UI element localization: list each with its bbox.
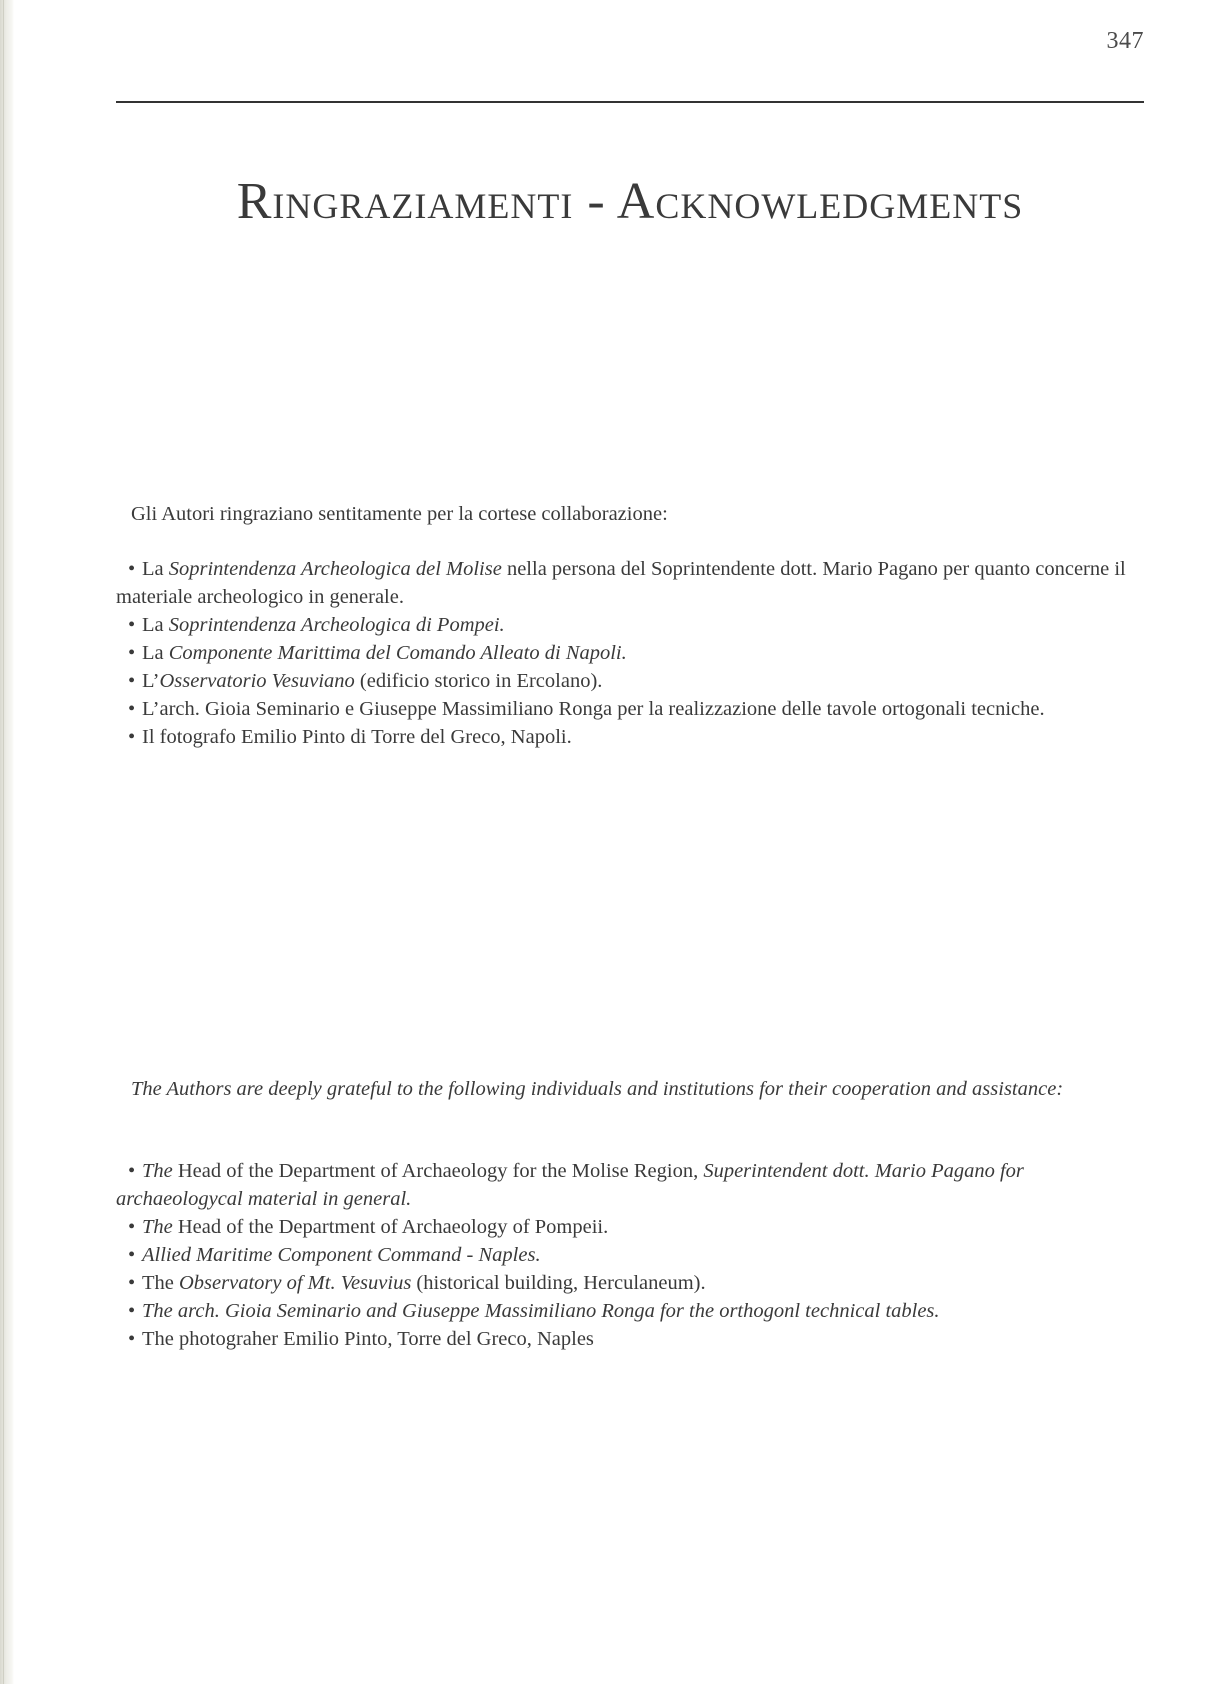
item-prefix: La <box>142 614 169 636</box>
item-prefix: The photograher Emilio Pinto, Torre del Greco, Naples <box>142 1328 594 1350</box>
italian-list-item <box>116 555 1144 611</box>
item-lead-italic: The <box>142 1216 173 1238</box>
english-intro-text: The Authors are deeply grateful to the following individuals and institutions for their cooperation and assistance: <box>131 1078 1064 1100</box>
item-suffix: nella persona del Soprintendente dott. Mario Pagano per quanto concerne il materiale archeologico in generale. <box>116 558 1126 608</box>
italian-intro-text: Gli Autori ringraziano sentitamente per la cortese collaborazione: <box>131 503 668 525</box>
english-list-item <box>116 1213 1144 1241</box>
english-intro <box>116 1075 1144 1103</box>
english-list <box>116 1157 1144 1353</box>
bullet-icon: • <box>128 614 136 636</box>
italian-list-item <box>116 611 1144 639</box>
italian-intro <box>116 500 1144 528</box>
english-list-item <box>116 1297 1144 1325</box>
page-edge-line <box>3 0 4 1684</box>
english-list-item <box>116 1157 1144 1213</box>
item-italic: Soprintendenza Archeologica del Molise <box>168 558 502 580</box>
item-prefix: L’ <box>142 670 160 692</box>
english-list-item <box>116 1325 1144 1353</box>
italian-list-item <box>116 723 1144 751</box>
item-italic: Componente Marittima del Comando Alleato di Napoli. <box>168 642 627 664</box>
item-prefix: L’arch. Gioia Seminario e Giuseppe Massimiliano Ronga per la realizzazione delle tavole ortogonali tecniche. <box>142 698 1045 720</box>
item-prefix: Il fotografo Emilio Pinto di Torre del Greco, Napoli. <box>142 726 572 748</box>
item-suffix: (edificio storico in Ercolano). <box>354 670 603 692</box>
english-list-item <box>116 1241 1144 1269</box>
bullet-icon: • <box>128 642 136 664</box>
bullet-icon: • <box>128 1160 136 1182</box>
item-lead-italic: The arch. Gioia Seminario and Giuseppe Massimiliano Ronga for the orthogonl technical tables. <box>142 1300 940 1322</box>
bullet-icon: • <box>128 558 136 580</box>
item-suffix: (historical building, Herculaneum). <box>411 1272 706 1294</box>
italian-list-item <box>116 695 1144 723</box>
item-italic: Observatory of Mt. Vesuvius <box>179 1272 412 1294</box>
italian-list <box>116 555 1144 751</box>
bullet-icon: • <box>128 698 136 720</box>
item-prefix: The <box>142 1272 179 1294</box>
header-rule <box>116 101 1144 103</box>
italian-list-item <box>116 639 1144 667</box>
item-italic: Soprintendenza Archeologica di Pompei. <box>168 614 505 636</box>
bullet-icon: • <box>128 1244 136 1266</box>
item-prefix: Head of the Department of Archaeology of Pompeii. <box>172 1216 609 1238</box>
item-italic: Superintendent dott. Mario Pagano for archaeologycal material in general. <box>116 1160 1024 1210</box>
bullet-icon: • <box>128 726 136 748</box>
item-prefix: La <box>142 558 169 580</box>
item-italic: Osservatorio Vesuviano <box>159 670 355 692</box>
item-lead-italic: Allied Maritime Component Command - Naples. <box>142 1244 541 1266</box>
english-list-item <box>116 1269 1144 1297</box>
bullet-icon: • <box>128 1328 136 1350</box>
page-title: Ringraziamenti - Acknowledgments <box>236 173 1024 230</box>
item-prefix: La <box>142 642 169 664</box>
item-lead-italic: The <box>142 1160 173 1182</box>
italian-list-item <box>116 667 1144 695</box>
bullet-icon: • <box>128 1300 136 1322</box>
bullet-icon: • <box>128 670 136 692</box>
item-prefix: Head of the Department of Archaeology for the Molise Region, <box>172 1160 704 1182</box>
page-number: 347 <box>1106 28 1144 54</box>
bullet-icon: • <box>128 1216 136 1238</box>
bullet-icon: • <box>128 1272 136 1294</box>
